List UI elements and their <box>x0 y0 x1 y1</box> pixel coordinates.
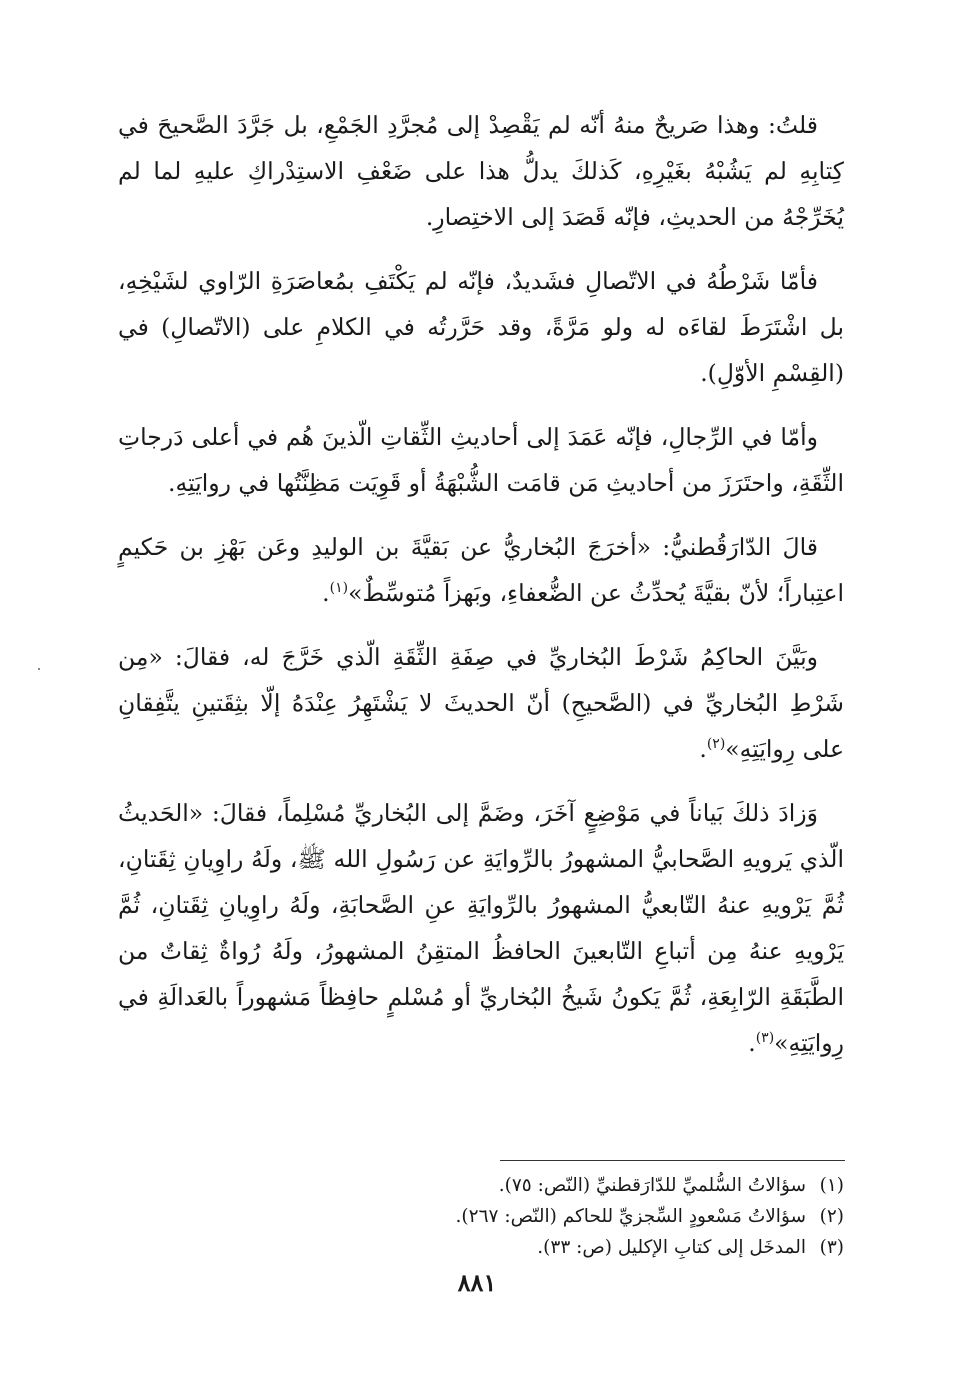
paragraph-text: فأمّا شَرْطُهُ في الاتّصالِ فشَديدٌ، فإنّه لم يَكْتَفِ بمُعاصَرَةِ الرّاوي لشَيْخِهِ، بل اشْتَرَطَ لقاءَه له ولو مَرَّةً، وقد حَرَّرتُه في الكلامِ على (الاتّصالِ) في (القِسْمِ الأوّلِ). <box>118 267 844 387</box>
paragraph-text: وأمّا في الرِّجالِ، فإنّه عَمَدَ إلى أحاديثِ الثِّقاتِ الّذينَ هُم في أعلى دَرجاتِ الثِّقَةِ، واحتَرَزَ من أحاديثِ مَن قامَت الشُّبْهَةُ أو قَوِيَت مَظِنَّتُها في روايَتِهِ. <box>118 423 844 497</box>
footnote-text: المدخَل إلى كتابِ الإكليل (ص: ٣٣). <box>537 1237 806 1258</box>
footnote-ref-3[interactable]: (٣) <box>755 1030 775 1047</box>
footnote-number: (٣) <box>819 1237 844 1258</box>
main-text <box>118 102 844 1084</box>
paragraph-text: وبَيَّنَ الحاكِمُ شَرْطَ البُخاريِّ في صِفَةِ الثِّقَةِ الّذي خَرَّجَ له، فقالَ: «مِن شَرْطِ البُخاريِّ في (الصَّحيحِ) أنّ الحديثَ لا يَشْتَهِرُ عِنْدَهُ إلّا بثِقَتينِ يتَّفِقانِ على رِوايَتِهِ» <box>118 643 844 763</box>
footnote-ref-2[interactable]: (٢) <box>706 736 726 753</box>
margin-dot <box>38 668 40 670</box>
paragraph-4 <box>118 524 844 616</box>
paragraph-6 <box>118 790 844 1066</box>
footnote-text: سؤالاتُ السُّلميِّ للدّارَقطنيِّ (النّص: ٧٥). <box>498 1175 806 1196</box>
footnote-item <box>144 1232 844 1263</box>
paragraph-2 <box>118 258 844 396</box>
footnote-item <box>144 1201 844 1232</box>
footnotes <box>144 1170 844 1263</box>
footnote-text: سؤالاتُ مَسْعودٍ السِّجزيِّ للحاكم (النّص: ٢٦٧). <box>455 1206 806 1227</box>
footnote-number: (١) <box>819 1175 844 1196</box>
footnote-item <box>144 1170 844 1201</box>
paragraph-5 <box>118 634 844 772</box>
paragraph-text: قالَ الدّارَقُطنيُّ: «أخرَجَ البُخاريُّ عن بَقيَّةَ بن الوليدِ وعَن بَهْزِ بن حَكيمٍ اعتِباراً؛ لأنّ بقيَّةَ يُحدِّثُ عن الضُّعفاءِ، وبَهزاً مُتوسِّطٌ» <box>118 533 844 607</box>
footnote-ref-1[interactable]: (١) <box>329 580 349 597</box>
footnote-divider <box>500 1160 845 1161</box>
paragraph-3 <box>118 414 844 506</box>
sentence-end: . <box>699 735 707 763</box>
paragraph-1 <box>118 102 844 240</box>
sentence-end: . <box>748 1029 756 1057</box>
sentence-end: . <box>322 579 330 607</box>
paragraph-text: قلتُ: وهذا صَريحٌ منهُ أنّه لم يَقْصِدْ إلى مُجرَّدِ الجَمْعِ، بل جَرَّدَ الصَّحيحَ في كِتابِهِ لم يَشُبْهُ بغَيْرِهِ، كَذلكَ يدلُّ هذا على ضَعْفِ الاستِدْراكِ عليهِ لما لم يُخَرِّجْهُ من الحديثِ، فإنّه قَصَدَ إلى الاختِصارِ. <box>118 111 844 231</box>
paragraph-text: وَزادَ ذلكَ بَياناً في مَوْضِعٍ آخَرَ، وضَمَّ إلى البُخاريِّ مُسْلِماً، فقالَ: «الحَديثُ الّذي يَرويهِ الصَّحابيُّ المشهورُ بالرِّوايَةِ عن رَسُولِ الله ﷺ، ولَهُ راوِيانِ ثِقَتانِ، ثُمَّ يَرْويهِ عنهُ التّابعيُّ المشهورُ بالرِّوايَةِ عنِ الصَّحابَةِ، ولَهُ راوِيانِ ثِقَتانِ، ثُمَّ يَرْويهِ عنهُ مِن أتباعِ التّابعينَ الحافظُ المتقِنُ المشهورُ، ولَهُ رُواةٌ ثِقاتٌ من الطَّبَقَةِ الرّابِعَةِ، ثُمَّ يَكونُ شَيخُ البُخاريِّ أو مُسْلمٍ حافِظاً مَشهوراً بالعَدالَةِ في رِوايَتِهِ» <box>118 799 844 1057</box>
footnote-number: (٢) <box>819 1206 844 1227</box>
page-number: ٨٨١ <box>457 1268 497 1297</box>
